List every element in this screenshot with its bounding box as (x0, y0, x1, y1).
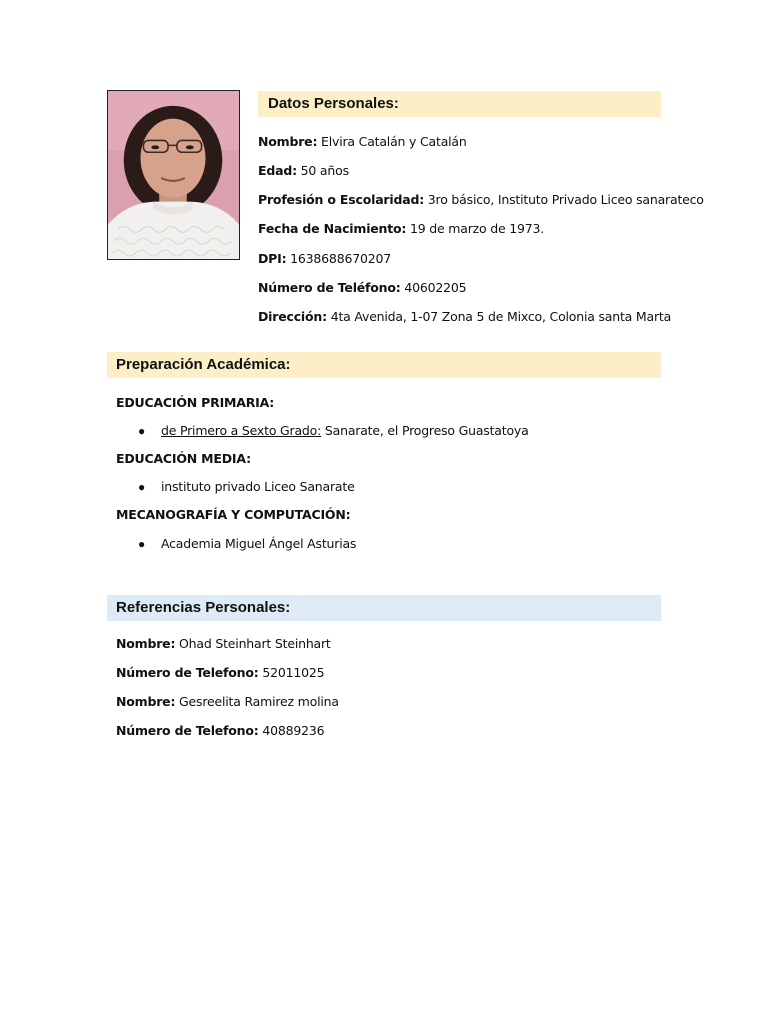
field-value: Ohad Steinhart Steinhart (179, 636, 331, 651)
field-label: Fecha de Nacimiento: (258, 221, 407, 236)
academic-heading: Preparación Académica: (107, 352, 661, 378)
field-label: Número de Telefono: (116, 723, 259, 738)
secondary-education-item: instituto privado Liceo Sanarate (161, 479, 355, 494)
field-label: Nombre: (116, 636, 176, 651)
field-label: Profesión o Escolaridad: (258, 192, 425, 207)
references-heading: Referencias Personales: (107, 595, 661, 621)
field-value: Elvira Catalán y Catalán (321, 134, 467, 149)
field-value: 40889236 (262, 723, 325, 738)
primary-education-item (161, 423, 529, 439)
field-value: 40602205 (404, 280, 467, 295)
reference-phone (116, 665, 324, 681)
field-label: Edad: (258, 163, 297, 178)
typing-computing-item: Academia Miguel Ángel Asturias (161, 536, 357, 551)
bullet-icon: ● (138, 537, 146, 551)
field-birthdate (258, 221, 544, 237)
primary-school-location: Sanarate, el Progreso Guastatoya (324, 423, 529, 438)
field-value: 3ro básico, Instituto Privado Liceo sanarateco (427, 192, 704, 207)
typing-computing-label: MECANOGRAFÍA Y COMPUTACIÓN: (116, 507, 351, 522)
field-age (258, 163, 349, 179)
personal-data-heading: Datos Personales: (258, 91, 661, 117)
field-value: Gesreelita Ramirez molina (179, 694, 339, 709)
field-label: Número de Teléfono: (258, 280, 401, 295)
portrait-image (108, 91, 239, 259)
field-address (258, 309, 671, 325)
field-label: Número de Telefono: (116, 665, 259, 680)
reference-phone (116, 723, 324, 739)
field-name (258, 134, 467, 150)
primary-grade-range: de Primero a Sexto Grado: (161, 423, 322, 438)
field-value: 52011025 (262, 665, 325, 680)
field-label: Nombre: (116, 694, 176, 709)
field-phone (258, 280, 466, 296)
field-label: Nombre: (258, 134, 318, 149)
field-value: 4ta Avenida, 1-07 Zona 5 de Mixco, Colonia santa Marta (330, 309, 672, 324)
bullet-icon: ● (138, 424, 146, 438)
secondary-education-label: EDUCACIÓN MEDIA: (116, 451, 251, 466)
field-label: Dirección: (258, 309, 327, 324)
bullet-icon: ● (138, 480, 146, 494)
field-value: 19 de marzo de 1973. (410, 221, 545, 236)
reference-name (116, 694, 339, 710)
field-value: 1638688670207 (290, 251, 391, 266)
reference-name (116, 636, 331, 652)
field-profession (258, 192, 704, 208)
field-value: 50 años (300, 163, 349, 178)
primary-education-label: EDUCACIÓN PRIMARIA: (116, 395, 275, 410)
field-label: DPI: (258, 251, 287, 266)
field-dpi (258, 251, 391, 267)
profile-photo (107, 90, 240, 260)
